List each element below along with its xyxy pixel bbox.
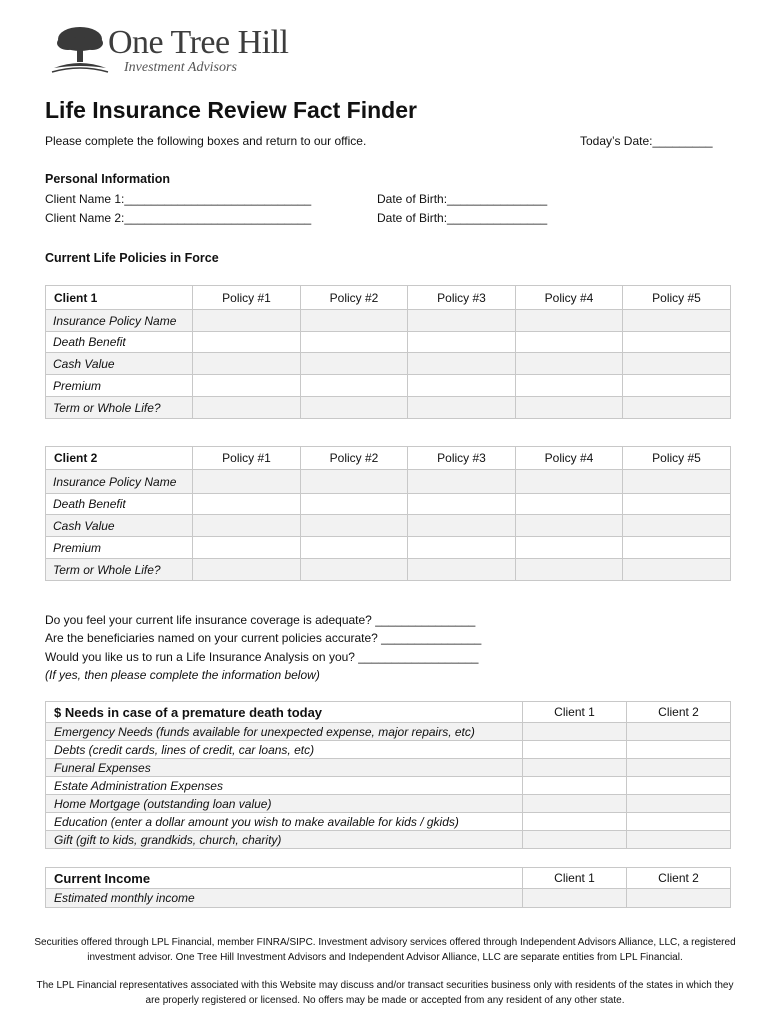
col-policy-2: Policy #2 bbox=[301, 447, 408, 470]
table-cell[interactable] bbox=[523, 777, 627, 795]
table-cell[interactable] bbox=[408, 397, 516, 419]
table-cell[interactable] bbox=[408, 332, 516, 353]
table-cell[interactable] bbox=[523, 723, 627, 741]
table-cell[interactable] bbox=[516, 494, 623, 515]
col-policy-2: Policy #2 bbox=[301, 286, 408, 310]
table-cell[interactable] bbox=[408, 559, 516, 581]
row-label: Home Mortgage (outstanding loan value) bbox=[46, 795, 523, 813]
table-header-client: Client 1 bbox=[46, 286, 193, 310]
table-cell[interactable] bbox=[516, 559, 623, 581]
table-cell[interactable] bbox=[623, 375, 731, 397]
question-coverage[interactable]: Do you feel your current life insurance coverage is adequate? _______________ bbox=[45, 613, 476, 627]
table-cell[interactable] bbox=[523, 741, 627, 759]
table-cell[interactable] bbox=[623, 310, 731, 332]
table-cell[interactable] bbox=[523, 889, 627, 908]
row-label: Funeral Expenses bbox=[46, 759, 523, 777]
col-policy-1: Policy #1 bbox=[193, 286, 301, 310]
personal-info-heading: Personal Information bbox=[45, 172, 171, 186]
table-cell[interactable] bbox=[516, 397, 623, 419]
income-table bbox=[45, 867, 731, 908]
table-cell[interactable] bbox=[516, 470, 623, 494]
row-label: Cash Value bbox=[46, 353, 193, 375]
table-cell[interactable] bbox=[301, 515, 408, 537]
table-cell[interactable] bbox=[627, 777, 731, 795]
table-row bbox=[46, 515, 731, 537]
table-cell[interactable] bbox=[408, 310, 516, 332]
table-cell[interactable] bbox=[193, 332, 301, 353]
row-label: Premium bbox=[46, 375, 193, 397]
table-row bbox=[46, 831, 731, 849]
col-policy-4: Policy #4 bbox=[516, 447, 623, 470]
table-cell[interactable] bbox=[627, 813, 731, 831]
table-cell[interactable] bbox=[408, 537, 516, 559]
table-row bbox=[46, 777, 731, 795]
table-cell[interactable] bbox=[193, 515, 301, 537]
tree-icon bbox=[50, 24, 110, 76]
col-policy-3: Policy #3 bbox=[408, 286, 516, 310]
table-row bbox=[46, 310, 731, 332]
table-row bbox=[46, 375, 731, 397]
table-cell[interactable] bbox=[516, 332, 623, 353]
row-label: Insurance Policy Name bbox=[46, 310, 193, 332]
table-cell[interactable] bbox=[301, 353, 408, 375]
table-cell[interactable] bbox=[301, 470, 408, 494]
table-cell[interactable] bbox=[193, 353, 301, 375]
col-policy-5: Policy #5 bbox=[623, 286, 731, 310]
question-analysis[interactable]: Would you like us to run a Life Insurance Analysis on you? __________________ bbox=[45, 650, 479, 664]
table-row bbox=[46, 470, 731, 494]
table-cell[interactable] bbox=[516, 515, 623, 537]
client-name-2-field[interactable]: Client Name 2:____________________________ bbox=[45, 211, 312, 225]
row-label: Education (enter a dollar amount you wish to make available for kids / gkids) bbox=[46, 813, 523, 831]
client1-policies-table bbox=[45, 285, 731, 419]
intro-text: Please complete the following boxes and return to our office. bbox=[45, 134, 367, 148]
col-policy-3: Policy #3 bbox=[408, 447, 516, 470]
table-cell[interactable] bbox=[193, 310, 301, 332]
row-label: Death Benefit bbox=[46, 332, 193, 353]
table-cell[interactable] bbox=[408, 375, 516, 397]
col-policy-5: Policy #5 bbox=[623, 447, 731, 470]
table-row bbox=[46, 723, 731, 741]
table-cell[interactable] bbox=[523, 813, 627, 831]
table-row bbox=[46, 813, 731, 831]
company-logo bbox=[50, 24, 320, 80]
logo-name: One Tree Hill bbox=[108, 24, 289, 61]
table-cell[interactable] bbox=[627, 889, 731, 908]
table-cell[interactable] bbox=[301, 537, 408, 559]
table-cell[interactable] bbox=[193, 559, 301, 581]
table-row bbox=[46, 889, 731, 908]
table-row bbox=[46, 537, 731, 559]
table-cell[interactable] bbox=[301, 332, 408, 353]
col-client-2: Client 2 bbox=[627, 868, 731, 889]
table-cell[interactable] bbox=[301, 310, 408, 332]
logo-tagline: Investment Advisors bbox=[124, 60, 237, 75]
table-cell[interactable] bbox=[408, 515, 516, 537]
table-cell[interactable] bbox=[301, 494, 408, 515]
todays-date-field[interactable]: Today’s Date:_________ bbox=[580, 134, 713, 148]
table-cell[interactable] bbox=[627, 759, 731, 777]
table-row bbox=[46, 759, 731, 777]
dob-2-field[interactable]: Date of Birth:_______________ bbox=[377, 211, 548, 225]
table-row bbox=[46, 397, 731, 419]
row-label: Death Benefit bbox=[46, 494, 193, 515]
col-client-1: Client 1 bbox=[523, 868, 627, 889]
policies-heading: Current Life Policies in Force bbox=[45, 251, 219, 265]
col-client-2: Client 2 bbox=[627, 702, 731, 723]
table-cell[interactable] bbox=[193, 397, 301, 419]
row-label: Premium bbox=[46, 537, 193, 559]
table-cell[interactable] bbox=[623, 515, 731, 537]
needs-heading: $ Needs in case of a premature death today bbox=[46, 702, 523, 723]
table-cell[interactable] bbox=[627, 831, 731, 849]
client2-policies-table bbox=[45, 446, 731, 581]
dob-1-field[interactable]: Date of Birth:_______________ bbox=[377, 192, 548, 206]
table-cell[interactable] bbox=[523, 759, 627, 777]
table-cell[interactable] bbox=[523, 795, 627, 813]
row-label: Insurance Policy Name bbox=[46, 470, 193, 494]
table-cell[interactable] bbox=[623, 494, 731, 515]
row-label: Cash Value bbox=[46, 515, 193, 537]
page-title: Life Insurance Review Fact Finder bbox=[45, 97, 417, 123]
row-label: Term or Whole Life? bbox=[46, 559, 193, 581]
table-cell[interactable] bbox=[408, 494, 516, 515]
table-cell[interactable] bbox=[623, 470, 731, 494]
table-cell[interactable] bbox=[301, 397, 408, 419]
table-cell[interactable] bbox=[627, 723, 731, 741]
table-cell[interactable] bbox=[516, 353, 623, 375]
needs-table bbox=[45, 701, 731, 849]
col-policy-1: Policy #1 bbox=[193, 447, 301, 470]
table-cell[interactable] bbox=[516, 375, 623, 397]
table-header-client: Client 2 bbox=[46, 447, 193, 470]
table-cell[interactable] bbox=[516, 537, 623, 559]
table-row bbox=[46, 494, 731, 515]
row-label: Estimated monthly income bbox=[46, 889, 523, 908]
question-note: (If yes, then please complete the information below) bbox=[45, 668, 320, 682]
table-cell[interactable] bbox=[623, 397, 731, 419]
col-policy-4: Policy #4 bbox=[516, 286, 623, 310]
disclosure-text-1: Securities offered through LPL Financial, member FINRA/SIPC. Investment advisory services offered through Independent Advisors Alliance, LLC, a registered investment advisor. One Tree Hill Investment Advisors and Independent Advisor Alliance, LLC are separate entities from LPL Financial. bbox=[34, 937, 736, 963]
table-cell[interactable] bbox=[516, 310, 623, 332]
row-label: Gift (gift to kids, grandkids, church, charity) bbox=[46, 831, 523, 849]
row-label: Debts (credit cards, lines of credit, car loans, etc) bbox=[46, 741, 523, 759]
table-cell[interactable] bbox=[623, 537, 731, 559]
table-cell[interactable] bbox=[623, 332, 731, 353]
table-cell[interactable] bbox=[301, 559, 408, 581]
table-row bbox=[46, 332, 731, 353]
table-cell[interactable] bbox=[627, 741, 731, 759]
table-row bbox=[46, 741, 731, 759]
table-cell[interactable] bbox=[193, 375, 301, 397]
table-cell[interactable] bbox=[193, 537, 301, 559]
table-cell[interactable] bbox=[193, 470, 301, 494]
question-beneficiaries[interactable]: Are the beneficiaries named on your current policies accurate? _______________ bbox=[45, 631, 482, 645]
table-cell[interactable] bbox=[193, 494, 301, 515]
row-label: Estate Administration Expenses bbox=[46, 777, 523, 795]
table-row bbox=[46, 559, 731, 581]
table-cell[interactable] bbox=[623, 559, 731, 581]
disclosure-text-2: The LPL Financial representatives associated with this Website may discuss and/or transact securities business only with residents of the states in which they are properly registered or licensed. No offers may be made or accepted from any resident of any other state. bbox=[36, 980, 734, 1006]
table-cell[interactable] bbox=[408, 470, 516, 494]
income-heading: Current Income bbox=[46, 868, 523, 889]
col-client-1: Client 1 bbox=[523, 702, 627, 723]
table-row bbox=[46, 795, 731, 813]
table-row bbox=[46, 353, 731, 375]
table-cell[interactable] bbox=[623, 353, 731, 375]
row-label: Emergency Needs (funds available for unexpected expense, major repairs, etc) bbox=[46, 723, 523, 741]
table-cell[interactable] bbox=[523, 831, 627, 849]
table-cell[interactable] bbox=[408, 353, 516, 375]
table-cell[interactable] bbox=[301, 375, 408, 397]
client-name-1-field[interactable]: Client Name 1:____________________________ bbox=[45, 192, 312, 206]
row-label: Term or Whole Life? bbox=[46, 397, 193, 419]
table-cell[interactable] bbox=[627, 795, 731, 813]
